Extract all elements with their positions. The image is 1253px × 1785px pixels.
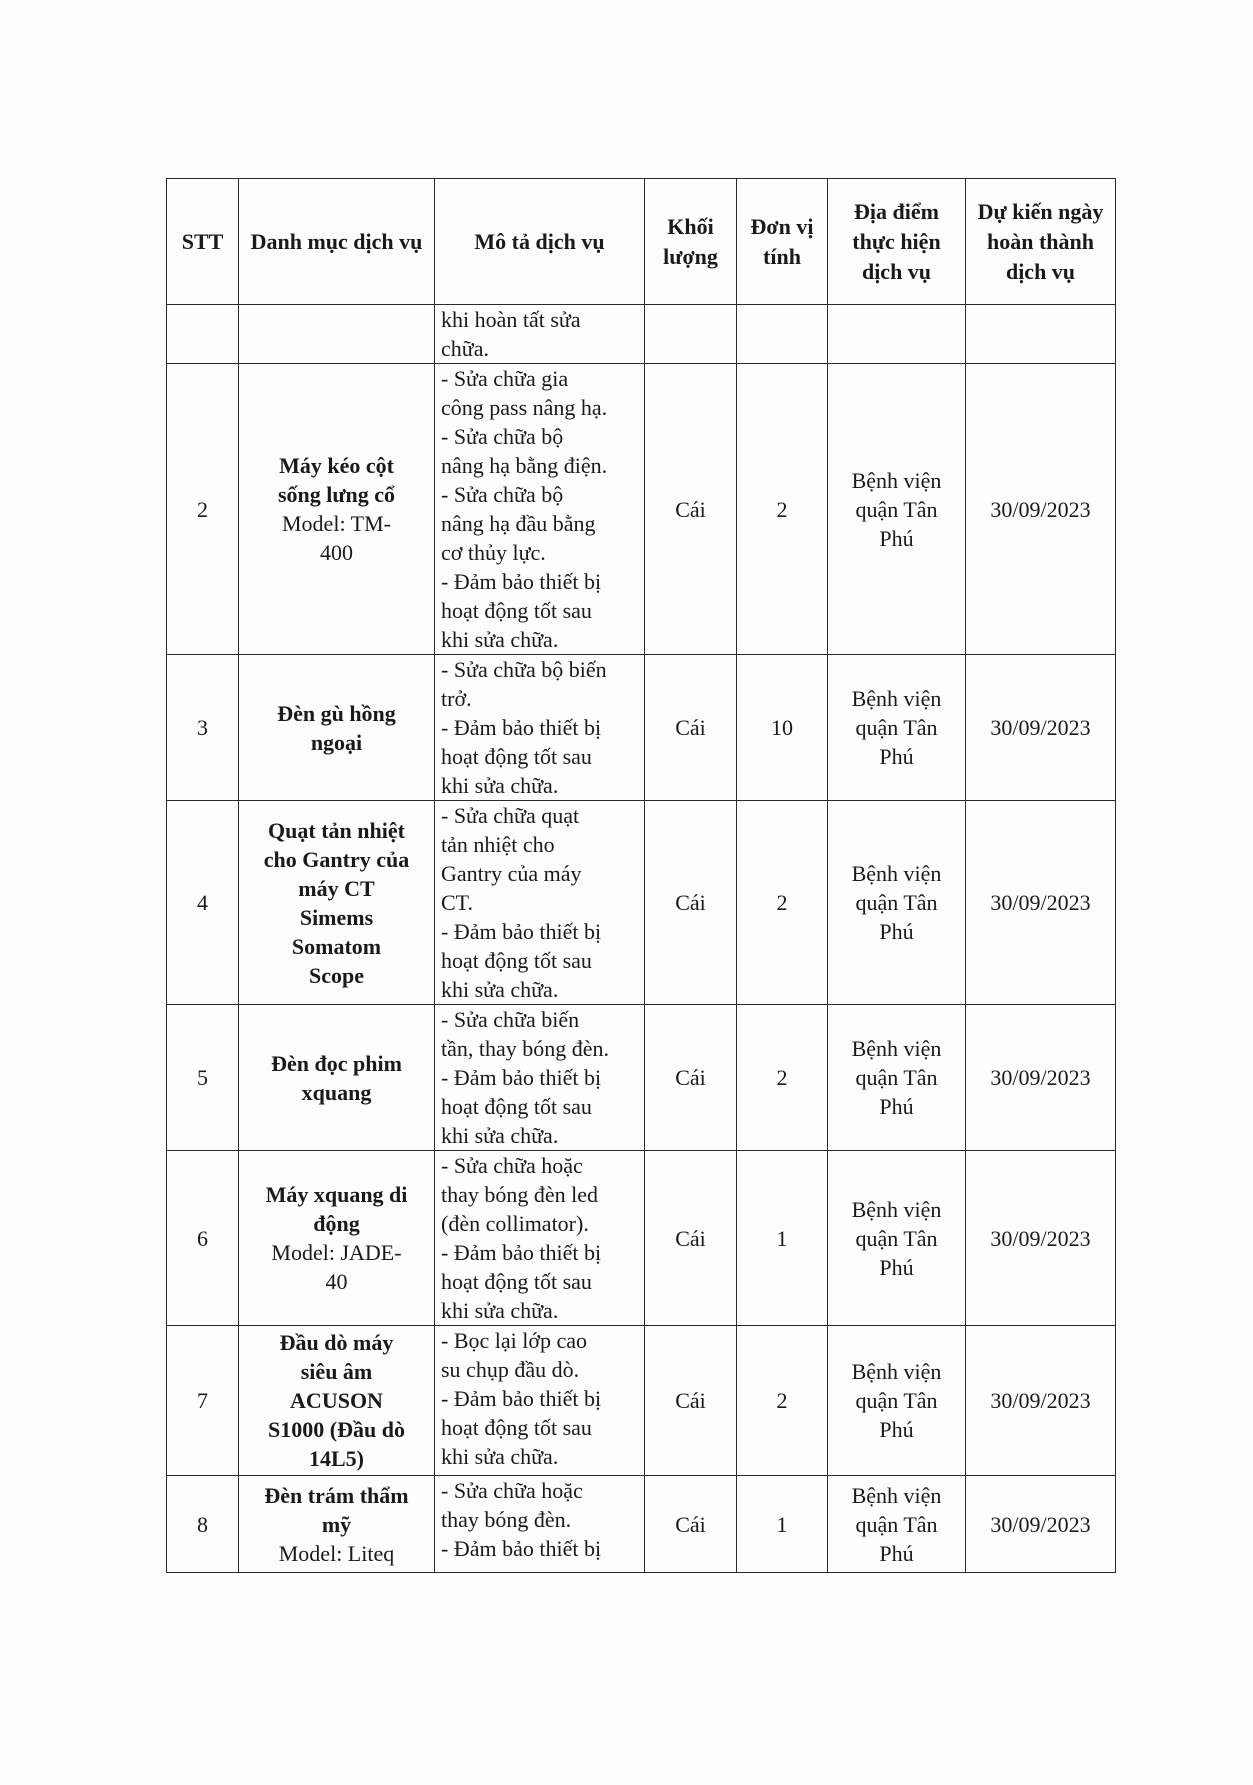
- cell-stt: 8: [167, 1476, 239, 1573]
- service-table: [166, 178, 1116, 1573]
- cell-quantity: 2: [737, 1326, 828, 1476]
- cell-unit: Cái: [645, 655, 737, 801]
- header-stt: STT: [167, 179, 239, 305]
- continuation-description: khi hoàn tất sửa chữa.: [435, 305, 645, 364]
- table-row: [167, 801, 1116, 1005]
- cell-description: - Sửa chữa biến tần, thay bóng đèn. - Đảm bảo thiết bị hoạt động tốt sau khi sửa chữa.: [435, 1005, 645, 1151]
- cell-description: - Sửa chữa hoặc thay bóng đèn. - Đảm bảo thiết bị: [435, 1476, 645, 1573]
- cell-service-name: Đèn trám thẩm mỹ Model: Liteq: [239, 1476, 435, 1573]
- cell-stt: 3: [167, 655, 239, 801]
- header-location: Địa điểm thực hiện dịch vụ: [828, 179, 966, 305]
- cell-location: Bệnh viện quận Tân Phú: [828, 1476, 966, 1573]
- cell-completion-date: 30/09/2023: [966, 655, 1116, 801]
- cell-description: - Sửa chữa hoặc thay bóng đèn led (đèn collimator). - Đảm bảo thiết bị hoạt động tốt sau khi sửa chữa.: [435, 1151, 645, 1326]
- cell-completion-date: 30/09/2023: [966, 1151, 1116, 1326]
- cell-unit: Cái: [645, 1151, 737, 1326]
- table-row: [167, 1326, 1116, 1476]
- cell-quantity: 2: [737, 1005, 828, 1151]
- header-row: [167, 179, 1116, 305]
- cell-quantity: 2: [737, 801, 828, 1005]
- table-row: [167, 364, 1116, 655]
- continuation-row: [167, 305, 1116, 364]
- header-quantity: Khối lượng: [645, 179, 737, 305]
- table-row: [167, 1476, 1116, 1573]
- cell-quantity: 10: [737, 655, 828, 801]
- cell-completion-date: 30/09/2023: [966, 364, 1116, 655]
- table-row: [167, 655, 1116, 801]
- cell-description: - Sửa chữa quạt tản nhiệt cho Gantry của máy CT. - Đảm bảo thiết bị hoạt động tốt sau khi sửa chữa.: [435, 801, 645, 1005]
- cell-location: Bệnh viện quận Tân Phú: [828, 364, 966, 655]
- cell-service-name: Đèn đọc phim xquang: [239, 1005, 435, 1151]
- cell-quantity: 1: [737, 1476, 828, 1573]
- cell-service-name: Đèn gù hồng ngoại: [239, 655, 435, 801]
- cell-stt: 5: [167, 1005, 239, 1151]
- cell-description: - Bọc lại lớp cao su chụp đầu dò. - Đảm bảo thiết bị hoạt động tốt sau khi sửa chữa.: [435, 1326, 645, 1476]
- cell-service-name: Đầu dò máy siêu âm ACUSON S1000 (Đầu dò 14L5): [239, 1326, 435, 1476]
- cell-description: - Sửa chữa gia công pass nâng hạ. - Sửa chữa bộ nâng hạ bằng điện. - Sửa chữa bộ nâng hạ đầu bằng cơ thủy lực. - Đảm bảo thiết bị hoạt động tốt sau khi sửa chữa.: [435, 364, 645, 655]
- cell-location: Bệnh viện quận Tân Phú: [828, 1326, 966, 1476]
- cell-completion-date: 30/09/2023: [966, 801, 1116, 1005]
- cell-unit: Cái: [645, 364, 737, 655]
- table-row: [167, 1005, 1116, 1151]
- cell-unit: Cái: [645, 1476, 737, 1573]
- cell-stt: 2: [167, 364, 239, 655]
- cell-quantity: 2: [737, 364, 828, 655]
- cell-description: - Sửa chữa bộ biến trở. - Đảm bảo thiết bị hoạt động tốt sau khi sửa chữa.: [435, 655, 645, 801]
- header-service-name: Danh mục dịch vụ: [239, 179, 435, 305]
- cell-location: Bệnh viện quận Tân Phú: [828, 801, 966, 1005]
- cell-stt: 7: [167, 1326, 239, 1476]
- table-row: [167, 1151, 1116, 1326]
- cell-location: Bệnh viện quận Tân Phú: [828, 1005, 966, 1151]
- cell-unit: Cái: [645, 1326, 737, 1476]
- table-body: [167, 305, 1116, 1573]
- cell-location: Bệnh viện quận Tân Phú: [828, 655, 966, 801]
- cell-completion-date: 30/09/2023: [966, 1005, 1116, 1151]
- cell-completion-date: 30/09/2023: [966, 1476, 1116, 1573]
- cell-unit: Cái: [645, 801, 737, 1005]
- header-completion-date: Dự kiến ngày hoàn thành dịch vụ: [966, 179, 1116, 305]
- cell-unit: Cái: [645, 1005, 737, 1151]
- header-unit: Đơn vị tính: [737, 179, 828, 305]
- cell-completion-date: 30/09/2023: [966, 1326, 1116, 1476]
- cell-service-name: Máy xquang di động Model: JADE- 40: [239, 1151, 435, 1326]
- cell-stt: 6: [167, 1151, 239, 1326]
- cell-location: Bệnh viện quận Tân Phú: [828, 1151, 966, 1326]
- cell-stt: 4: [167, 801, 239, 1005]
- header-description: Mô tả dịch vụ: [435, 179, 645, 305]
- cell-quantity: 1: [737, 1151, 828, 1326]
- cell-service-name: Quạt tản nhiệt cho Gantry của máy CT Simems Somatom Scope: [239, 801, 435, 1005]
- cell-service-name: Máy kéo cột sống lưng cổ Model: TM- 400: [239, 364, 435, 655]
